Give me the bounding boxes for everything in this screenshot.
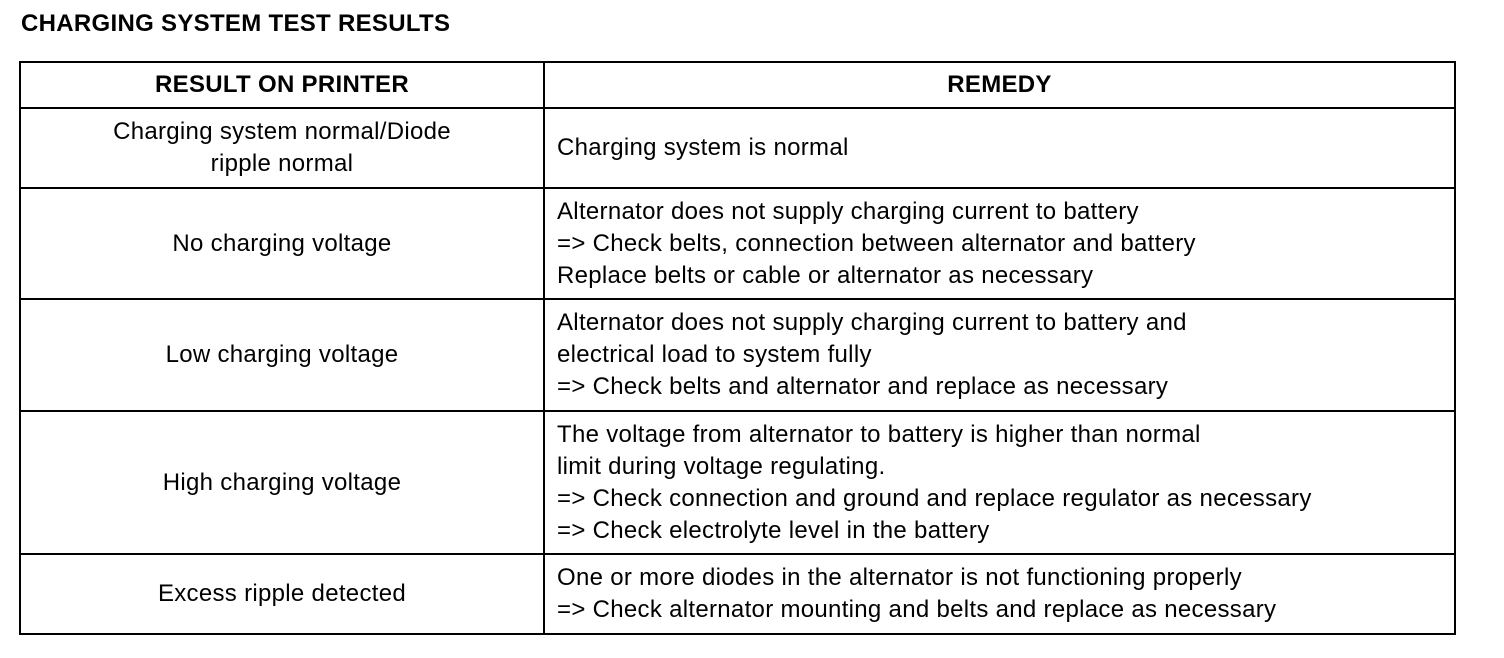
table-row	[20, 411, 1455, 554]
remedy-cell	[544, 299, 1455, 411]
result-text-line: No charging voltage	[172, 229, 392, 257]
charging-test-results-table	[19, 61, 1456, 635]
remedy-text-line: Replace belts or cable or alternator as necessary	[557, 261, 1094, 289]
result-text-line: ripple normal	[210, 150, 354, 177]
result-cell	[20, 554, 544, 634]
remedy-cell	[544, 411, 1455, 554]
document-title: CHARGING SYSTEM TEST RESULTS	[21, 10, 451, 37]
remedy-text-line: => Check connection and ground and replace regulator as necessary	[557, 484, 1312, 512]
column-header-remedy: REMEDY	[544, 62, 1455, 108]
remedy-text-line: electrical load to system fully	[557, 341, 872, 368]
remedy-text-line: The voltage from alternator to battery is higher than normal	[557, 420, 1201, 448]
table-row	[20, 299, 1455, 411]
result-cell	[20, 411, 544, 554]
remedy-text-line: Charging system is normal	[557, 134, 849, 161]
result-text-line: Charging system normal/Diode	[113, 118, 451, 145]
result-text-line: Excess ripple detected	[157, 580, 407, 607]
remedy-text-line: => Check electrolyte level in the battery	[557, 516, 990, 544]
table-header-row	[20, 62, 1455, 108]
result-text-line: Low charging voltage	[165, 341, 399, 368]
remedy-cell	[544, 108, 1455, 188]
result-text-line: High charging voltage	[162, 468, 402, 496]
remedy-text-line: => Check belts, connection between alternator and battery	[557, 229, 1196, 257]
remedy-cell	[544, 188, 1455, 299]
remedy-cell	[544, 554, 1455, 634]
result-cell	[20, 188, 544, 299]
remedy-text-line: One or more diodes in the alternator is not functioning properly	[557, 564, 1242, 591]
remedy-text-line: Alternator does not supply charging current to battery and	[557, 309, 1187, 336]
result-cell	[20, 108, 544, 188]
column-header-result: RESULT ON PRINTER	[20, 62, 544, 108]
table-row	[20, 554, 1455, 634]
result-cell	[20, 299, 544, 411]
table-row	[20, 188, 1455, 299]
remedy-text-line: => Check belts and alternator and replace as necessary	[557, 373, 1169, 400]
table-row	[20, 108, 1455, 188]
remedy-text-line: => Check alternator mounting and belts and replace as necessary	[557, 596, 1277, 623]
remedy-text-line: limit during voltage regulating.	[557, 452, 886, 480]
remedy-text-line: Alternator does not supply charging current to battery	[557, 197, 1139, 225]
